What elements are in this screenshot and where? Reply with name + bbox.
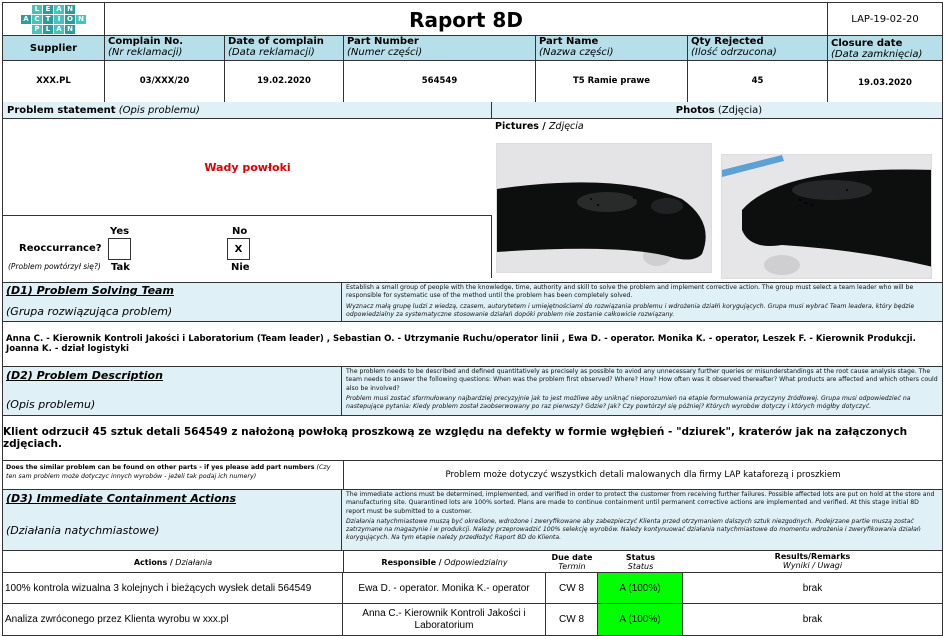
qty-rejected-value: 45: [688, 60, 828, 102]
lean-action-plan-logo: L E A N A C T I O N P L A N: [3, 3, 105, 36]
reoccurrance-label: Reoccurrance?: [19, 243, 102, 254]
part-number-value: 564549: [344, 60, 536, 102]
col-responsible: Responsible / Odpowiedzialny: [381, 558, 508, 567]
d2-title: (D2) Problem Description: [6, 369, 163, 382]
photos-header: Photos (Zdjęcia): [492, 102, 942, 119]
part-name-value: T5 Ramie prawe: [536, 60, 688, 102]
table-row: Analiza zwróconego przez Klienta wyrobu w xxx.pl Anna C.- Kierownik Kontroli Jakości i Laboratorium CW 8 A (100%) brak: [3, 604, 942, 636]
d2-guidance: The problem needs to be described and defined quantitatively as precisely as possible to aviod any unnecessary further queries or misunderstandings at the root cause analysis stage. The team needs to answer the following questions: When was the problem first observed? Where? How? How often was it observed thereafter? What products are affected and which others could also be involved? Problem musi zostać sformułowany najbardziej precyzyjnie jak to jest możliwe aby uniknąć nieporozumień na etapie formułowania przyczyny źródłowej. Grupa musi odpowiedzieć na nastepujące pytania: Kiedy problem został zaobserwowany po raz pierwszy? Gdzie? Jak? Czy powtórzył się później? Których wyrobów dotyczy i których mógłby dotyczyć.: [346, 368, 938, 411]
part-number-header: Part Number (Numer części): [344, 36, 536, 60]
pictures-label: Pictures / Zdjęcia: [495, 121, 584, 132]
d3-title: (D3) Immediate Containment Actions: [6, 492, 237, 505]
reoccurrance-block: Reoccurrance? (Problem powtórzył się?) Yes Tak No X Nie: [3, 215, 492, 278]
problem-statement-text: Wady powłoki: [204, 160, 291, 174]
reoccurrance-no-checkbox[interactable]: X: [227, 238, 250, 260]
qty-rejected-header: Qty Rejected (Ilość odrzucona): [688, 36, 828, 60]
complain-no-header: Complain No. (Nr reklamacji): [105, 36, 225, 60]
coated-part-image: [497, 144, 712, 273]
status-badge: A (100%): [598, 573, 683, 603]
col-status: Status Status: [625, 553, 656, 571]
reoccurrance-yes-checkbox[interactable]: [108, 238, 131, 260]
similar-problem-answer: Problem może dotyczyć wszystkich detali malowanych dla firmy LAP kataforezą i proszkiem: [445, 470, 841, 480]
d3-header: [3, 489, 942, 551]
d1-guidance: Establish a small group of people with the knowledge, time, authority and skill to solve the problem and implement corrective action. The group must select a team leader who will be responsible for systematic use of the method until the problem has been completely solved. Wyznacz małą grupę ludzi z wiedzą, czasem, autorytetem i umiejętnościami do rozwiązania problemu i wdrożenia działń korygujących. Grupa musi wybrać Team leadera, który będzie odpowiedzialny za systematyczne stosowanie działań dopóki problem nie zostanie całkowicie rozwiązany.: [346, 284, 915, 318]
complain-no-value: 03/XXX/20: [105, 60, 225, 102]
similar-problem-question: Does the similar problem can be found on other parts - if yes please add part numbers (Czy ten sam problem może dotyczyc innych wyrobów - jeżeli tak podaj ich numery): [3, 461, 344, 489]
containment-actions-table: [3, 551, 942, 636]
d1-title: (D1) Problem Solving Team: [6, 284, 174, 297]
report-title: Raport 8D: [105, 3, 828, 36]
closure-date-value: 19.03.2020: [858, 78, 912, 88]
reoccurrance-sublabel: (Problem powtórzył się?): [8, 262, 101, 271]
supplier-value: XXX.PL: [3, 60, 105, 102]
d3-guidance: The immediate actions must be determined, implemented, and verified in order to protect the customer from receiving further failures. Possible affected lots are put on hold at the store and manufacturing site. Quarantined lots are 100% sorted. Plans are made to continue containment until permanent corrective actions are implemented and verified. At this stage initial 8D report must be submitted to a customer. Działania natychmiastowe muszą być określone, wdrożone i zweryfikowane aby zabezpieczyć Klienta przed otrzymaniem dalszych sztuk niezgodnych. Podejrzane partie muszą zostać zatrzymane na magazynie i w produkcji. Należy przeprowadzić 100% selekcję wyrobów. Należy kontynuować działania natychmiastowe do momentu wdrożenia i zweryfikowania działań korygujących. Na tym etapie należy przedłożyć Raport 8D do Klienta.: [346, 491, 935, 542]
d1-subtitle: (Grupa rozwiązująca problem): [6, 305, 173, 318]
problem-statement-header: Problem statement (Opis problemu): [3, 102, 492, 119]
d2-problem-description: Klient odrzucił 45 sztuk detali 564549 z nałożoną powłoką proszkową ze względu na defekty w formie wgłębień - "dziurek", kraterów jak na załączonych zdjęciach.: [3, 426, 908, 450]
supplier-header: Supplier: [3, 36, 105, 60]
defect-photo-2: [721, 154, 932, 279]
table-row: 100% kontrola wizualna 3 kolejnych i bieżących wysłek detali 564549 Ewa D. - operator. Monika K.- operator CW 8 A (100%) brak: [3, 573, 942, 604]
closure-date-header: Closure date (Data zamknięcia): [831, 38, 923, 60]
d3-subtitle: (Działania natychmiastowe): [6, 524, 160, 537]
d1-team-members: Anna C. - Kierownik Kontroli Jakości i Laboratorium (Team leader) , Sebastian O. - Utrzymanie Ruchu/operator linii , Ewa D. - operator. Monika K. - operator, Leszek F. - Kierownik Produkcji. Joanna K. - dział logistyki: [6, 334, 916, 354]
d2-header: [3, 366, 942, 416]
defect-photo-1: [496, 143, 712, 273]
document-id: LAP-19-02-20: [851, 14, 919, 25]
col-due-date: Due date Termin: [551, 553, 593, 571]
col-actions: Actions / Działania: [133, 558, 213, 567]
col-results: Results/Remarks Wyniki / Uwagi: [774, 552, 851, 570]
problem-statement-content: [3, 119, 492, 215]
part-name-header: Part Name (Nazwa części): [536, 36, 688, 60]
d2-subtitle: (Opis problemu): [6, 398, 96, 411]
coated-part-image: [722, 155, 932, 279]
d1-header: [3, 282, 942, 322]
date-of-complain-header: Date of complain (Data reklamacji): [225, 36, 344, 60]
status-badge: A (100%): [598, 604, 683, 635]
similar-problem-row: [3, 460, 942, 489]
date-of-complain-value: 19.02.2020: [225, 60, 344, 102]
